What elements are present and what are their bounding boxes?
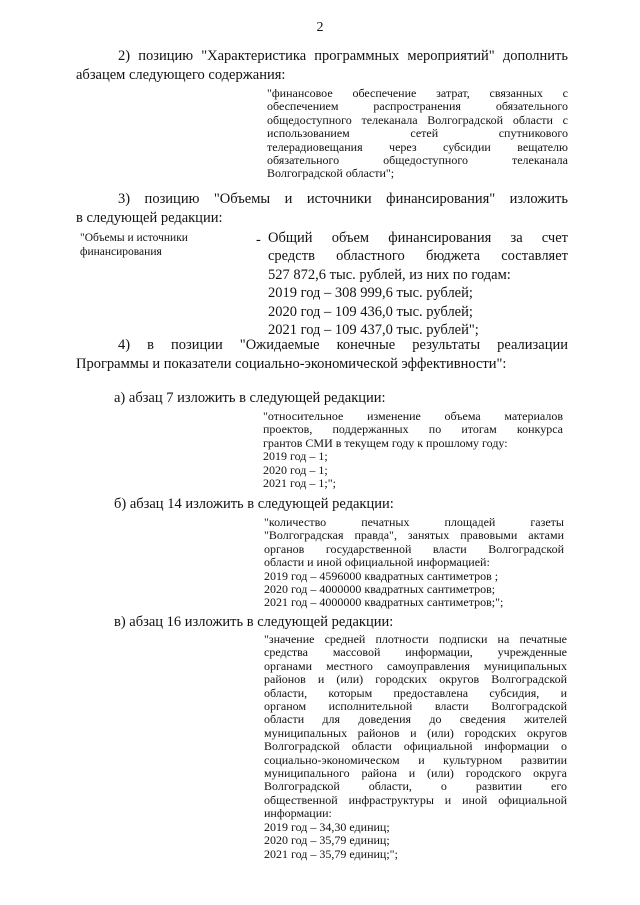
sub-c-line: муниципальных районов и (или) городских округов bbox=[264, 725, 567, 740]
sub-c-line: "значение средней плотности подписки на печатные bbox=[264, 632, 567, 646]
sub-c-line: органом исполнительной власти Волгоградской bbox=[264, 699, 567, 714]
sub-c-heading: в) абзац 16 изложить в следующей редакции: bbox=[114, 614, 394, 630]
sub-b-line: органов государственной власти Волгоградской bbox=[264, 541, 564, 556]
sub-a-line: 2020 год – 1; bbox=[263, 462, 328, 477]
sub-b-line: области и иной официальной информацией: bbox=[264, 555, 490, 570]
item-2-line-1: 2) позицию "Характеристика программных мероприятий" дополнить bbox=[118, 48, 568, 64]
sub-a-line: проектов, поддержанных по итогам конкурса bbox=[263, 422, 563, 437]
quote-line: "финансовое обеспечение затрат, связанных с bbox=[267, 86, 568, 100]
sub-a-heading: а) абзац 7 изложить в следующей редакции: bbox=[114, 390, 386, 406]
sub-c-line: Волгоградской области официальной информации о bbox=[264, 739, 567, 754]
sub-c-line: области для доведения до сведения жителей bbox=[264, 712, 567, 727]
financing-label bbox=[80, 232, 250, 259]
sub-a-line: 2021 год – 1;"; bbox=[263, 476, 336, 491]
page-number: 2 bbox=[316, 20, 324, 35]
sub-c-line: Волгоградской области, о развитии его bbox=[264, 779, 567, 794]
sub-b-line: "Волгоградская правда", занятых правовыми актами bbox=[264, 528, 564, 543]
sub-b-line: 2020 год – 4000000 квадратных сантиметров; bbox=[264, 582, 496, 597]
quote-line: использованием сетей спутникового bbox=[267, 126, 568, 141]
sub-b-text bbox=[264, 516, 564, 610]
item-2-line-2: абзацем следующего содержания: bbox=[76, 67, 286, 83]
sub-c-line: муниципального района и (или) городского округа bbox=[264, 766, 567, 781]
item-4-paragraph bbox=[76, 336, 568, 374]
item-4-line-2: Программы и показатели социально-экономической эффективности": bbox=[76, 356, 507, 372]
financing-line: средств областного бюджета составляет bbox=[268, 248, 568, 265]
item-3-paragraph bbox=[76, 190, 568, 228]
sub-b-line: "количество печатных площадей газеты bbox=[264, 515, 564, 529]
item-2-paragraph bbox=[76, 47, 568, 85]
quote-line: телерадиовещания через субсидии вещателю bbox=[267, 139, 568, 154]
financing-line: Общий объем финансирования за счет bbox=[268, 230, 568, 246]
sub-c-line: 2019 год – 34,30 единиц; bbox=[264, 819, 390, 834]
financing-line: 2019 год – 308 999,6 тыс. рублей; bbox=[268, 285, 473, 302]
item-3-line-2: в следующей редакции: bbox=[76, 210, 223, 226]
sub-c-line: области, которым предоставлена субсидия, и bbox=[264, 685, 567, 700]
sub-c-line: социально-экономическом и культурном развитии bbox=[264, 752, 567, 767]
sub-c-line: 2021 год – 35,79 единиц;"; bbox=[264, 846, 398, 861]
sub-b-line: 2021 год – 4000000 квадратных сантиметров;"; bbox=[264, 595, 504, 610]
financing-line: 2020 год – 109 436,0 тыс. рублей; bbox=[268, 303, 473, 320]
quote-line: обязательного общедоступного телеканала bbox=[267, 153, 568, 168]
quote-line: Волгоградской области"; bbox=[267, 166, 395, 181]
sub-c-text bbox=[264, 633, 567, 861]
sub-a-line: "относительное изменение объема материалов bbox=[263, 409, 563, 423]
sub-a-line: 2019 год – 1; bbox=[263, 449, 328, 464]
sub-c-line: 2020 год – 35,79 единиц; bbox=[264, 833, 390, 848]
financing-line: 527 872,6 тыс. рублей, из них по годам: bbox=[268, 266, 511, 283]
financing-text bbox=[268, 229, 568, 339]
item-2-quote bbox=[267, 87, 568, 181]
sub-c-line: средства массовой информации, учрежденные bbox=[264, 645, 567, 660]
label-line: "Объемы и источники bbox=[80, 232, 188, 244]
sub-c-line: органами местного самоуправления муниципальных bbox=[264, 658, 567, 673]
sub-a-text bbox=[263, 410, 563, 490]
sub-a-line: грантов СМИ в текущем году к прошлому году: bbox=[263, 435, 508, 450]
financing-line: 2021 год – 109 437,0 тыс. рублей"; bbox=[268, 322, 479, 339]
sub-c-line: районов и (или) городских округов Волгоградской bbox=[264, 672, 567, 687]
quote-line: обеспечением распространения обязательного bbox=[267, 99, 568, 114]
sub-c-line: общественной инфраструктуры и иной официальной bbox=[264, 792, 567, 807]
item-4-line-1: 4) в позиции "Ожидаемые конечные результаты реализации bbox=[118, 337, 568, 353]
sub-b-line: 2019 год – 4596000 квадратных сантиметров ; bbox=[264, 568, 499, 583]
sub-c-line: информации: bbox=[264, 806, 332, 821]
label-dash: - bbox=[256, 232, 261, 248]
item-3-line-1: 3) позицию "Объемы и источники финансирования" изложить bbox=[118, 191, 568, 207]
quote-line: общедоступного телеканала Волгоградской области с bbox=[267, 112, 568, 127]
sub-b-heading: б) абзац 14 изложить в следующей редакции: bbox=[114, 496, 394, 512]
label-line: финансирования bbox=[80, 245, 162, 258]
